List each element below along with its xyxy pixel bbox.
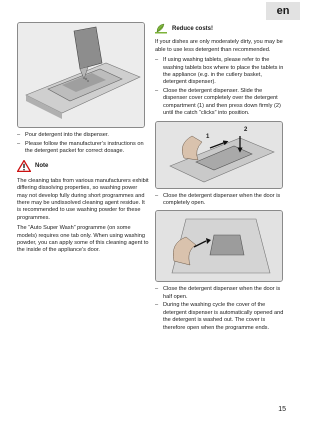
callout-label: 2 xyxy=(244,126,248,133)
list-item: – Close the detergent dispenser when the door is completely open. xyxy=(155,193,287,208)
note-paragraph: The “Auto Super Wash” programme (on some models) requires one tab only. When using washing powder, you can apply some of this cleaning agent to the inside of the appliance’s door. xyxy=(17,225,149,254)
note-label: Note xyxy=(35,163,49,170)
cost-saving-icon xyxy=(155,22,169,37)
left-column xyxy=(17,22,149,258)
note-paragraph: The cleaning tabs from various manufacturers exhibit differing dissolving properties, so washing power may not develop fully during short programmes and there may be undissolved cleaning agent residue. It is recommended to use washing powder for these programmes. xyxy=(17,177,149,221)
callout-label: 1 xyxy=(206,133,210,140)
pour-detergent-illustration xyxy=(17,22,145,128)
door-open-illustration xyxy=(155,210,283,282)
note-heading xyxy=(17,160,149,175)
bottom-list xyxy=(155,286,287,332)
page-number: 15 xyxy=(278,406,286,413)
tip-list xyxy=(155,57,287,117)
right-column xyxy=(155,22,287,333)
list-item: – Please follow the manufacturer’s instructions on the detergent packet for correct dosage. xyxy=(17,141,149,156)
tip-label: Reduce costs! xyxy=(172,25,214,32)
close-dispenser-illustration xyxy=(155,121,283,189)
language-tab: en xyxy=(266,2,300,20)
tip-heading xyxy=(155,22,287,37)
list-item: – If using washing tablets, please refer to the washing tablets box where to place the tablets in the appliance (e.g. in the cutlery basket, detergent dispenser). xyxy=(155,57,287,87)
mid-list xyxy=(155,193,287,208)
list-item: – During the washing cycle the cover of the detergent dispenser is automatically opened and the detergent is washed out. The cover is therefore open when the programme ends. xyxy=(155,302,287,332)
step-list xyxy=(17,132,149,156)
list-item: – Pour detergent into the dispenser. xyxy=(17,132,149,139)
warning-triangle-icon xyxy=(17,160,31,175)
list-item: – Close the detergent dispenser when the door is half open. xyxy=(155,286,287,301)
tip-intro: If your dishes are only moderately dirty, you may be able to use less detergent than recommended. xyxy=(155,39,283,53)
list-item: – Close the detergent dispenser. Slide the dispenser cover completely over the detergent compartment (1) and then press down firmly (2) until the catch “clicks” into position. xyxy=(155,88,287,118)
